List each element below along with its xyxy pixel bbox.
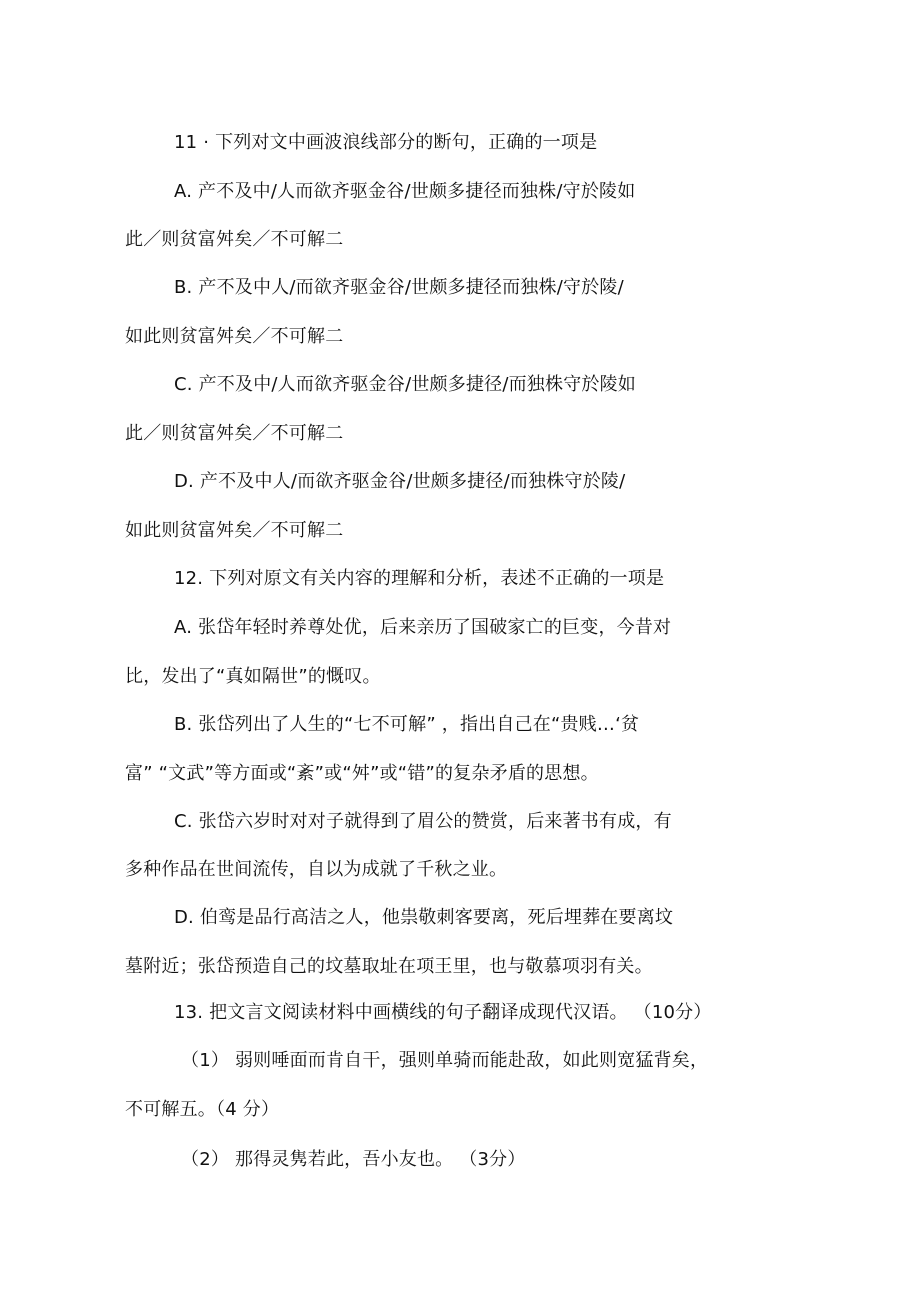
q11-option-b-line1: B. 产不及中人/而欲齐驱金谷/世颇多捷径而独株/守於陵/ xyxy=(174,277,624,298)
q11-option-a-line2: 此／则贫富舛矣／不可解二 xyxy=(125,229,344,250)
q12-option-b-line2: 富” “文武”等方面或“紊”或“舛”或“错”的复杂矛盾的思想。 xyxy=(125,763,599,784)
q13-item-1-line1: （1） 弱则唾面而肯自干，强则单骑而能赴敌，如此则宽猛背矣， xyxy=(181,1050,709,1071)
q12-stem: 12. 下列对原文有关内容的理解和分析，表述不正确的一项是 xyxy=(174,568,665,589)
q13-stem: 13. 把文言文阅读材料中画横线的句子翻译成现代汉语。 （10分） xyxy=(174,1002,712,1023)
q11-option-d-line1: D. 产不及中人/而欲齐驱金谷/世颇多捷径/而独株守於陵/ xyxy=(174,471,626,492)
q12-option-d-line2: 墓附近；张岱预造自己的坟墓取址在项王里，也与敬慕项羽有关。 xyxy=(125,956,653,977)
q12-option-b-line1: B. 张岱列出了人生的“七不可解” ，指出自己在“贵贱…‘贫 xyxy=(174,714,640,735)
q12-option-a-line1: A. 张岱年轻时养尊处优，后来亲历了国破家亡的巨变，今昔对 xyxy=(174,617,672,638)
q12-option-c-line1: C. 张岱六岁时对对子就得到了眉公的赞赏，后来著书有成，有 xyxy=(174,811,672,832)
q11-option-d-line2: 如此则贫富舛矣／不可解二 xyxy=(125,520,344,541)
q11-option-a-line1: A. 产不及中/人而欲齐驱金谷/世颇多捷径而独株/守於陵如 xyxy=(174,181,636,202)
q11-option-b-line2: 如此则贫富舛矣／不可解二 xyxy=(125,326,344,347)
q13-item-2-line1: （2） 那得灵隽若此，吾小友也。 （3分） xyxy=(181,1149,526,1170)
q11-option-c-line2: 此／则贫富舛矣／不可解二 xyxy=(125,423,344,444)
q12-option-a-line2: 比，发出了“真如隔世”的慨叹。 xyxy=(125,666,381,687)
q13-item-1-line2: 不可解五。（4 分） xyxy=(125,1099,280,1120)
q12-option-c-line2: 多种作品在世间流传，自以为成就了千秋之业。 xyxy=(125,859,508,880)
q12-option-d-line1: D. 伯鸾是品行高洁之人，他祟敬刺客要离，死后埋葬在要离坟 xyxy=(174,907,674,928)
q11-stem: 11 · 下列对文中画波浪线部分的断句，正确的一项是 xyxy=(174,132,598,153)
q11-option-c-line1: C. 产不及中/人而欲齐驱金谷/世颇多捷径/而独株守於陵如 xyxy=(174,374,637,395)
